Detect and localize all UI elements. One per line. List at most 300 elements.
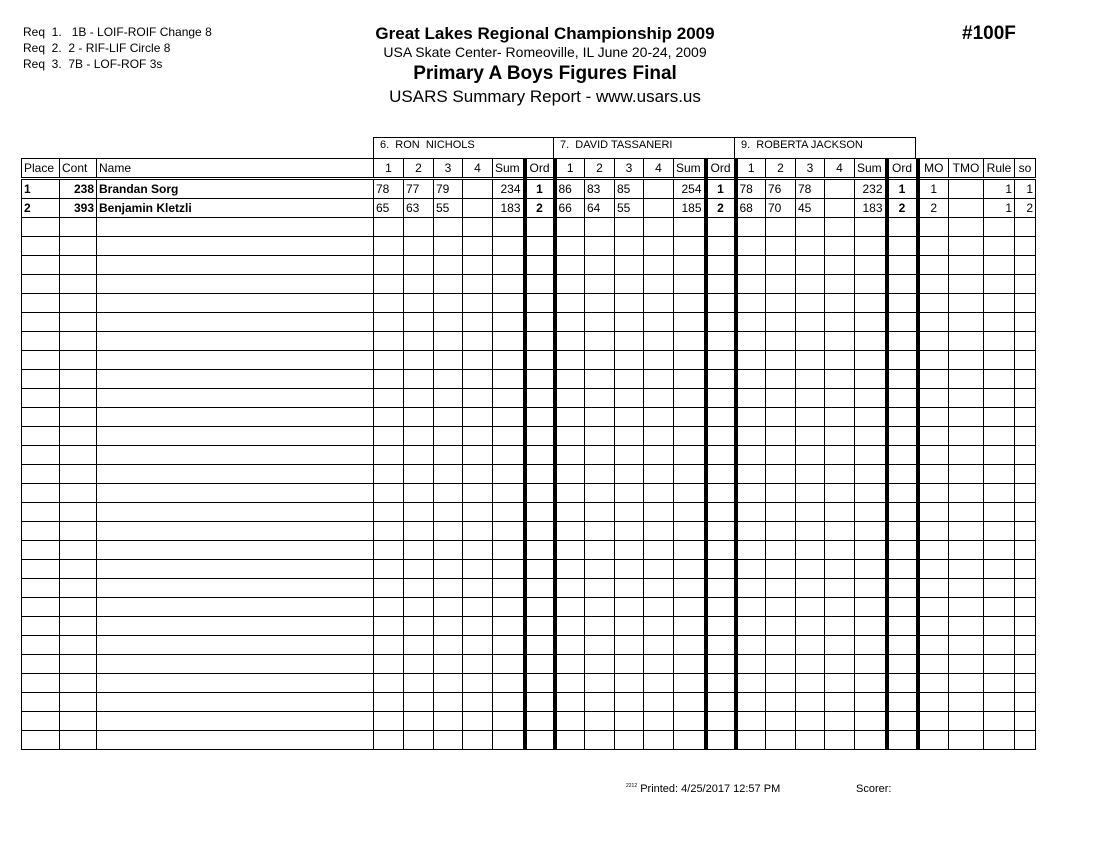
empty-cell — [1015, 522, 1036, 541]
empty-cell — [949, 370, 984, 389]
score-cell: 63 — [404, 199, 434, 218]
empty-cell — [585, 256, 615, 275]
empty-cell — [918, 408, 949, 427]
empty-cell — [796, 560, 825, 579]
empty-cell — [404, 275, 434, 294]
empty-cell — [463, 484, 493, 503]
empty-cell — [918, 674, 949, 693]
empty-cell — [97, 370, 374, 389]
col-j3-fig2: 2 — [766, 159, 796, 179]
empty-cell — [644, 446, 674, 465]
empty-cell — [796, 351, 825, 370]
empty-cell — [493, 351, 525, 370]
empty-cell — [1015, 427, 1036, 446]
empty-cell — [855, 655, 887, 674]
empty-cell — [615, 332, 644, 351]
empty-cell — [493, 294, 525, 313]
empty-cell — [585, 655, 615, 674]
empty-cell — [918, 427, 949, 446]
print-info — [626, 783, 780, 795]
empty-cell — [766, 351, 796, 370]
empty-cell — [463, 237, 493, 256]
empty-cell — [22, 294, 60, 313]
empty-cell — [984, 503, 1015, 522]
empty-cell — [22, 446, 60, 465]
empty-cell — [766, 427, 796, 446]
empty-cell — [796, 655, 825, 674]
empty-cell — [374, 522, 404, 541]
empty-cell — [615, 560, 644, 579]
empty-cell — [736, 617, 766, 636]
empty-cell — [825, 275, 855, 294]
empty-cell — [736, 446, 766, 465]
empty-cell — [404, 256, 434, 275]
empty-cell — [525, 332, 555, 351]
empty-cell — [493, 560, 525, 579]
empty-cell — [918, 351, 949, 370]
empty-cell — [796, 370, 825, 389]
empty-cell — [525, 313, 555, 332]
empty-cell — [918, 598, 949, 617]
empty-cell — [1015, 655, 1036, 674]
empty-cell — [60, 579, 97, 598]
empty-row — [22, 617, 1036, 636]
empty-cell — [825, 712, 855, 731]
empty-cell — [374, 560, 404, 579]
empty-cell — [887, 636, 918, 655]
empty-cell — [585, 693, 615, 712]
empty-cell — [796, 617, 825, 636]
so-cell: 1 — [1015, 179, 1036, 199]
empty-cell — [434, 693, 463, 712]
empty-cell — [984, 294, 1015, 313]
empty-cell — [766, 541, 796, 560]
empty-cell — [434, 351, 463, 370]
empty-cell — [463, 351, 493, 370]
empty-cell — [825, 256, 855, 275]
empty-cell — [615, 655, 644, 674]
empty-cell — [493, 579, 525, 598]
empty-cell — [463, 332, 493, 351]
empty-cell — [555, 465, 585, 484]
empty-cell — [984, 655, 1015, 674]
empty-cell — [949, 237, 984, 256]
empty-cell — [555, 370, 585, 389]
empty-cell — [22, 351, 60, 370]
empty-row — [22, 541, 1036, 560]
empty-cell — [434, 655, 463, 674]
empty-cell — [1015, 598, 1036, 617]
empty-cell — [825, 427, 855, 446]
empty-row — [22, 237, 1036, 256]
venue-dates: USA Skate Center- Romeoville, IL June 20-24, 2009 — [383, 44, 707, 60]
col-j3-fig4: 4 — [825, 159, 855, 179]
cont-cell: 238 — [60, 179, 97, 199]
empty-cell — [525, 408, 555, 427]
empty-cell — [22, 484, 60, 503]
empty-cell — [736, 313, 766, 332]
empty-cell — [644, 218, 674, 237]
empty-cell — [555, 560, 585, 579]
empty-cell — [796, 598, 825, 617]
empty-cell — [766, 370, 796, 389]
empty-cell — [463, 712, 493, 731]
sum-cell: 185 — [674, 199, 706, 218]
empty-cell — [555, 579, 585, 598]
empty-cell — [463, 617, 493, 636]
empty-cell — [766, 218, 796, 237]
empty-cell — [493, 598, 525, 617]
empty-cell — [706, 674, 736, 693]
empty-cell — [887, 484, 918, 503]
empty-cell — [585, 579, 615, 598]
empty-cell — [585, 731, 615, 750]
empty-cell — [706, 446, 736, 465]
empty-cell — [374, 693, 404, 712]
requirement-1: Req 1. 1B - LOIF-ROIF Change 8 — [23, 25, 212, 39]
empty-cell — [97, 237, 374, 256]
empty-cell — [855, 617, 887, 636]
report-header — [340, 24, 750, 108]
empty-cell — [615, 731, 644, 750]
col-mo: MO — [918, 159, 949, 179]
empty-cell — [22, 256, 60, 275]
cont-cell: 393 — [60, 199, 97, 218]
empty-cell — [918, 484, 949, 503]
empty-cell — [706, 693, 736, 712]
empty-cell — [555, 237, 585, 256]
empty-cell — [60, 522, 97, 541]
empty-cell — [949, 446, 984, 465]
empty-cell — [493, 237, 525, 256]
empty-cell — [984, 446, 1015, 465]
empty-cell — [855, 313, 887, 332]
empty-cell — [825, 237, 855, 256]
empty-cell — [949, 522, 984, 541]
empty-cell — [493, 503, 525, 522]
empty-cell — [825, 522, 855, 541]
so-cell: 2 — [1015, 199, 1036, 218]
empty-cell — [585, 370, 615, 389]
empty-cell — [949, 275, 984, 294]
empty-cell — [918, 693, 949, 712]
empty-cell — [22, 579, 60, 598]
empty-cell — [766, 712, 796, 731]
empty-cell — [796, 541, 825, 560]
empty-cell — [706, 484, 736, 503]
empty-cell — [434, 503, 463, 522]
empty-cell — [766, 617, 796, 636]
empty-cell — [644, 313, 674, 332]
score-cell: 64 — [585, 199, 615, 218]
empty-cell — [615, 351, 644, 370]
judge-header-1: 6. RON NICHOLS — [373, 137, 554, 159]
empty-cell — [855, 503, 887, 522]
empty-cell — [984, 427, 1015, 446]
empty-cell — [615, 465, 644, 484]
empty-cell — [766, 674, 796, 693]
empty-cell — [644, 332, 674, 351]
empty-cell — [404, 484, 434, 503]
empty-cell — [585, 408, 615, 427]
empty-cell — [887, 541, 918, 560]
empty-cell — [706, 712, 736, 731]
empty-cell — [525, 674, 555, 693]
empty-cell — [525, 522, 555, 541]
empty-cell — [855, 541, 887, 560]
empty-cell — [585, 560, 615, 579]
empty-cell — [22, 693, 60, 712]
empty-cell — [404, 712, 434, 731]
empty-cell — [555, 275, 585, 294]
empty-cell — [825, 351, 855, 370]
empty-cell — [949, 541, 984, 560]
empty-cell — [463, 541, 493, 560]
empty-cell — [796, 674, 825, 693]
empty-cell — [525, 275, 555, 294]
table-row — [22, 199, 1036, 218]
score-cell: 78 — [374, 179, 404, 199]
empty-cell — [404, 237, 434, 256]
empty-cell — [60, 218, 97, 237]
empty-cell — [825, 598, 855, 617]
empty-cell — [736, 484, 766, 503]
empty-cell — [22, 370, 60, 389]
empty-cell — [1015, 218, 1036, 237]
empty-cell — [766, 446, 796, 465]
empty-cell — [674, 674, 706, 693]
empty-cell — [555, 541, 585, 560]
empty-cell — [555, 636, 585, 655]
score-cell — [825, 179, 855, 199]
empty-cell — [615, 522, 644, 541]
empty-cell — [949, 313, 984, 332]
empty-row — [22, 503, 1036, 522]
empty-cell — [493, 313, 525, 332]
empty-cell — [463, 427, 493, 446]
empty-cell — [525, 294, 555, 313]
empty-cell — [585, 503, 615, 522]
empty-cell — [493, 522, 525, 541]
empty-cell — [644, 237, 674, 256]
empty-cell — [887, 446, 918, 465]
empty-cell — [404, 313, 434, 332]
empty-cell — [855, 446, 887, 465]
empty-cell — [736, 579, 766, 598]
empty-cell — [706, 332, 736, 351]
empty-cell — [555, 522, 585, 541]
empty-cell — [525, 446, 555, 465]
empty-cell — [493, 541, 525, 560]
empty-cell — [706, 503, 736, 522]
empty-cell — [374, 617, 404, 636]
empty-cell — [555, 598, 585, 617]
empty-cell — [984, 218, 1015, 237]
empty-cell — [60, 275, 97, 294]
empty-cell — [796, 636, 825, 655]
empty-cell — [60, 465, 97, 484]
empty-cell — [97, 389, 374, 408]
empty-cell — [674, 237, 706, 256]
empty-cell — [22, 313, 60, 332]
empty-cell — [918, 560, 949, 579]
empty-cell — [736, 351, 766, 370]
empty-cell — [97, 484, 374, 503]
empty-cell — [984, 465, 1015, 484]
empty-cell — [1015, 389, 1036, 408]
empty-cell — [796, 731, 825, 750]
empty-row — [22, 275, 1036, 294]
empty-cell — [855, 389, 887, 408]
results-table — [21, 158, 1036, 750]
empty-cell — [984, 408, 1015, 427]
score-cell: 78 — [796, 179, 825, 199]
empty-cell — [585, 465, 615, 484]
empty-cell — [855, 731, 887, 750]
empty-cell — [887, 370, 918, 389]
empty-cell — [674, 256, 706, 275]
empty-cell — [374, 313, 404, 332]
empty-cell — [766, 636, 796, 655]
empty-cell — [463, 579, 493, 598]
empty-cell — [463, 560, 493, 579]
score-cell: 78 — [736, 179, 766, 199]
empty-row — [22, 370, 1036, 389]
empty-row — [22, 712, 1036, 731]
ord-cell: 1 — [525, 179, 555, 199]
empty-cell — [1015, 275, 1036, 294]
empty-cell — [984, 674, 1015, 693]
empty-cell — [706, 237, 736, 256]
empty-cell — [585, 712, 615, 731]
name-cell: Benjamin Kletzli — [97, 199, 374, 218]
empty-cell — [615, 408, 644, 427]
empty-cell — [60, 427, 97, 446]
score-cell — [644, 179, 674, 199]
empty-cell — [766, 503, 796, 522]
empty-cell — [22, 408, 60, 427]
empty-cell — [918, 294, 949, 313]
empty-cell — [1015, 332, 1036, 351]
ord-cell: 2 — [887, 199, 918, 218]
empty-cell — [615, 541, 644, 560]
empty-cell — [97, 636, 374, 655]
empty-cell — [887, 351, 918, 370]
empty-cell — [525, 655, 555, 674]
empty-cell — [825, 560, 855, 579]
empty-cell — [949, 560, 984, 579]
empty-cell — [615, 636, 644, 655]
empty-cell — [949, 332, 984, 351]
empty-cell — [825, 389, 855, 408]
empty-cell — [404, 503, 434, 522]
empty-cell — [984, 389, 1015, 408]
empty-cell — [1015, 237, 1036, 256]
empty-cell — [22, 731, 60, 750]
empty-cell — [404, 408, 434, 427]
empty-cell — [585, 218, 615, 237]
empty-cell — [644, 541, 674, 560]
empty-row — [22, 636, 1036, 655]
empty-cell — [644, 560, 674, 579]
empty-cell — [825, 636, 855, 655]
empty-cell — [60, 446, 97, 465]
empty-cell — [706, 617, 736, 636]
empty-cell — [918, 446, 949, 465]
empty-cell — [918, 465, 949, 484]
empty-cell — [766, 332, 796, 351]
empty-cell — [525, 218, 555, 237]
empty-cell — [404, 693, 434, 712]
empty-cell — [984, 731, 1015, 750]
sum-cell: 183 — [493, 199, 525, 218]
empty-cell — [984, 237, 1015, 256]
empty-cell — [887, 427, 918, 446]
empty-cell — [918, 256, 949, 275]
col-so: so — [1015, 159, 1036, 179]
empty-cell — [887, 465, 918, 484]
table-row — [22, 179, 1036, 199]
empty-cell — [493, 218, 525, 237]
empty-cell — [374, 484, 404, 503]
empty-cell — [796, 313, 825, 332]
place-cell: 2 — [22, 199, 60, 218]
empty-cell — [97, 579, 374, 598]
empty-cell — [404, 655, 434, 674]
empty-cell — [887, 617, 918, 636]
score-cell: 77 — [404, 179, 434, 199]
empty-cell — [463, 313, 493, 332]
empty-cell — [766, 484, 796, 503]
empty-cell — [918, 503, 949, 522]
empty-cell — [97, 465, 374, 484]
empty-cell — [887, 503, 918, 522]
empty-cell — [855, 218, 887, 237]
empty-cell — [434, 560, 463, 579]
empty-cell — [984, 617, 1015, 636]
name-cell: Brandan Sorg — [97, 179, 374, 199]
empty-cell — [706, 598, 736, 617]
col-place: Place — [22, 159, 60, 179]
empty-cell — [463, 693, 493, 712]
empty-cell — [796, 579, 825, 598]
empty-cell — [796, 408, 825, 427]
empty-cell — [97, 731, 374, 750]
empty-cell — [404, 351, 434, 370]
empty-cell — [404, 636, 434, 655]
empty-cell — [97, 294, 374, 313]
empty-cell — [525, 370, 555, 389]
empty-cell — [60, 636, 97, 655]
empty-cell — [984, 636, 1015, 655]
empty-cell — [887, 522, 918, 541]
empty-cell — [766, 294, 796, 313]
empty-cell — [644, 256, 674, 275]
empty-cell — [674, 465, 706, 484]
empty-cell — [60, 351, 97, 370]
empty-cell — [766, 655, 796, 674]
empty-cell — [887, 275, 918, 294]
empty-cell — [60, 731, 97, 750]
empty-cell — [555, 332, 585, 351]
empty-cell — [674, 446, 706, 465]
empty-cell — [949, 294, 984, 313]
empty-cell — [525, 598, 555, 617]
report-title: USARS Summary Report - www.usars.us — [389, 87, 701, 106]
empty-cell — [555, 256, 585, 275]
empty-cell — [736, 560, 766, 579]
empty-cell — [493, 332, 525, 351]
